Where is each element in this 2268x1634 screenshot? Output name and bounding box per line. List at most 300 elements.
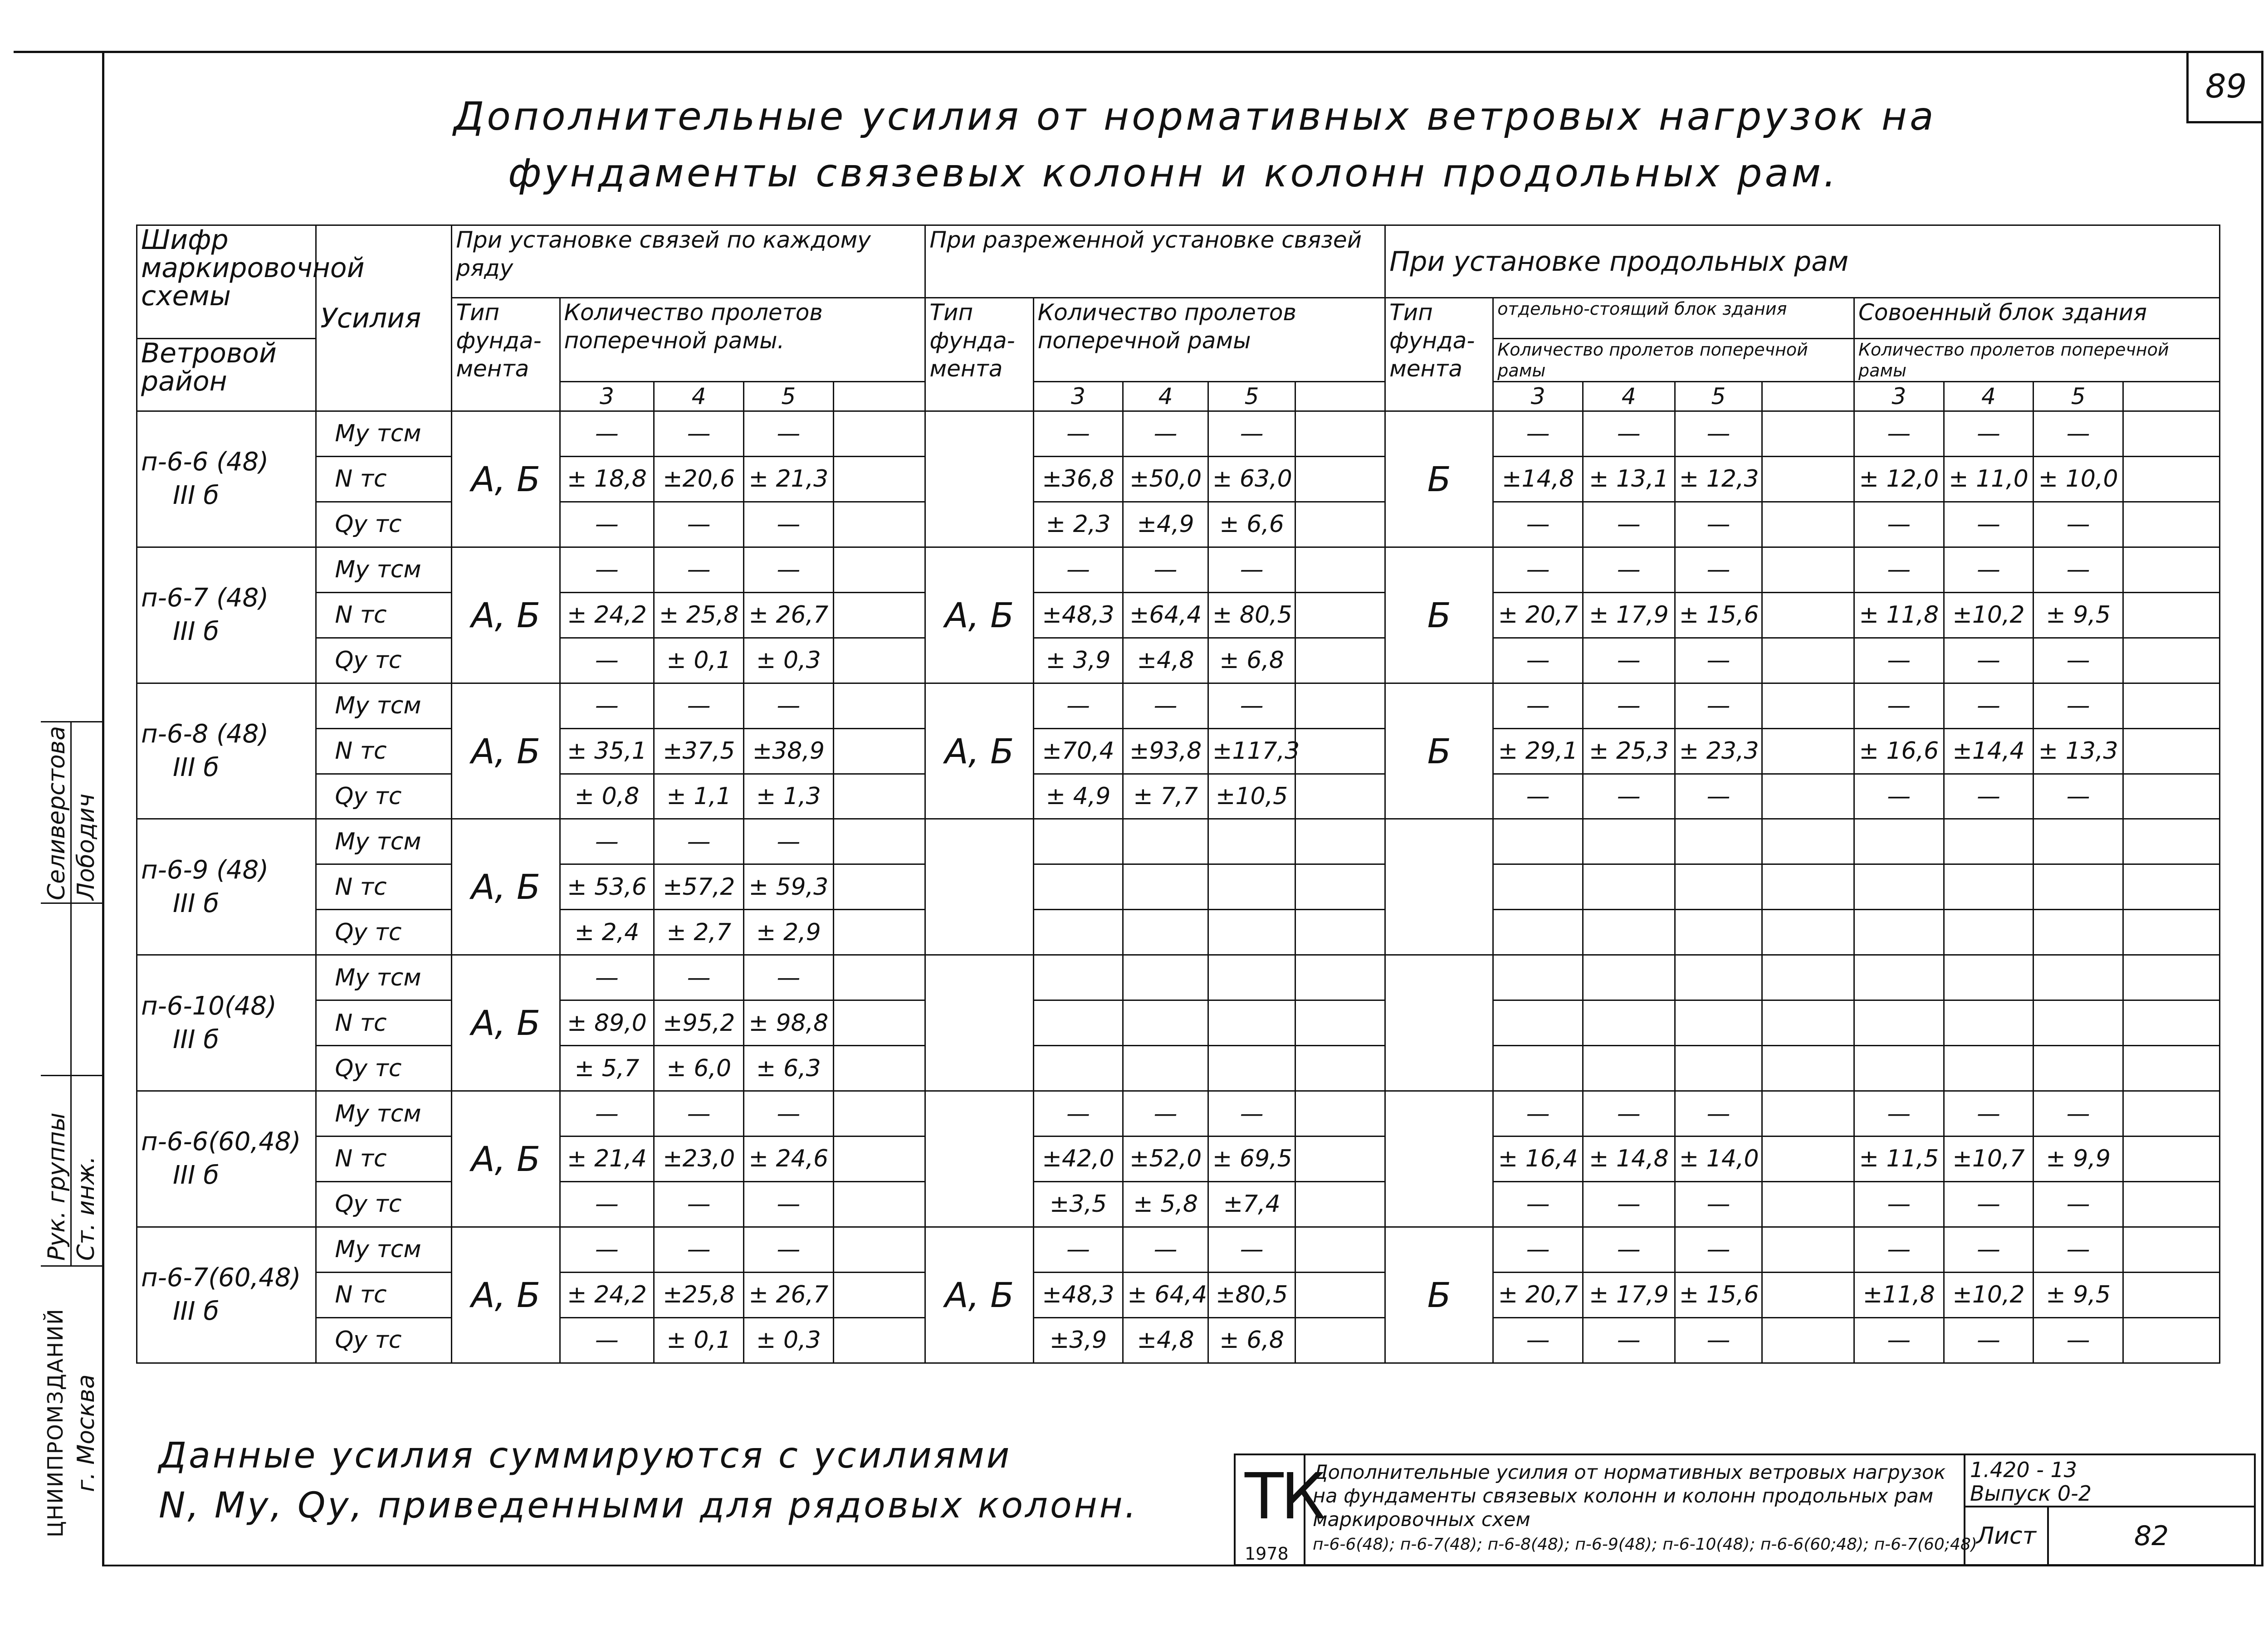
empty-cell (1762, 728, 1854, 774)
empty-cell (1762, 1317, 1854, 1363)
value-sparse: ± 80,5 (1208, 592, 1295, 638)
value-joined-block: — (2033, 1091, 2123, 1136)
empty-cell (833, 1317, 925, 1363)
value-standalone-block: ± 20,7 (1493, 592, 1583, 638)
header-wind-district: Ветровой район (137, 339, 316, 411)
scheme-code: п-6-10(48) (141, 991, 277, 1021)
empty-cell (2123, 910, 2219, 955)
force-label: N тс (316, 1000, 452, 1046)
force-label: N тс (316, 456, 452, 502)
empty-cell (833, 728, 925, 774)
force-label: Му тсм (316, 547, 452, 592)
value-each-row: ± 0,1 (654, 638, 744, 683)
value-sparse (1123, 955, 1208, 1000)
empty-cell (2123, 1181, 2219, 1227)
value-standalone-block: — (1493, 1091, 1583, 1136)
value-joined-block: ± 11,0 (1944, 456, 2033, 502)
table-row (137, 864, 2220, 910)
value-joined-block: — (1944, 1091, 2033, 1136)
value-sparse (1123, 1046, 1208, 1091)
value-standalone-block (1675, 819, 1762, 864)
table-row (137, 910, 2220, 955)
value-joined-block: — (1944, 774, 2033, 819)
value-sparse: ±4,8 (1123, 638, 1208, 683)
foundation-type-sparse (925, 1091, 1033, 1227)
value-joined-block: ±11,8 (1854, 1272, 1944, 1317)
empty-cell (1762, 1000, 1854, 1046)
col-5: 5 (743, 382, 833, 411)
table-row (137, 547, 2220, 592)
value-sparse (1208, 955, 1295, 1000)
empty-cell (833, 774, 925, 819)
value-sparse: ±36,8 (1033, 456, 1123, 502)
empty-cell (833, 411, 925, 457)
header-block-joined: Совоенный блок здания (1854, 298, 2219, 339)
empty-cell (833, 638, 925, 683)
col-4: 4 (654, 382, 744, 411)
value-each-row: ± 18,8 (560, 456, 654, 502)
wind-district: III б (173, 888, 219, 918)
value-each-row: ±38,9 (743, 728, 833, 774)
value-each-row: ± 1,1 (654, 774, 744, 819)
empty-cell (833, 456, 925, 502)
value-standalone-block (1675, 910, 1762, 955)
value-joined-block (1854, 910, 1944, 955)
value-each-row: ± 21,4 (560, 1136, 654, 1182)
page-title (454, 88, 1936, 202)
stamp-divider (41, 1265, 102, 1267)
value-standalone-block (1675, 864, 1762, 910)
value-standalone-block: ± 13,1 (1583, 456, 1675, 502)
value-joined-block: ± 11,8 (1854, 592, 1944, 638)
value-each-row: — (743, 1181, 833, 1227)
value-each-row: ±57,2 (654, 864, 744, 910)
value-standalone-block: ± 25,3 (1583, 728, 1675, 774)
frame-left-line (102, 51, 104, 1566)
value-standalone-block: ± 12,3 (1675, 456, 1762, 502)
value-each-row: ± 25,8 (654, 592, 744, 638)
value-standalone-block: — (1493, 1317, 1583, 1363)
empty-cell (2123, 1317, 2219, 1363)
value-sparse: — (1033, 683, 1123, 728)
value-each-row: — (560, 502, 654, 547)
table-row (137, 1227, 2220, 1272)
value-standalone-block: ± 20,7 (1493, 1272, 1583, 1317)
value-standalone-block: — (1675, 1227, 1762, 1272)
table-row (137, 1272, 2220, 1317)
foundation-type-sparse (925, 819, 1033, 955)
scheme-cell (137, 1227, 316, 1363)
stamp-name-2: Лободич (73, 793, 100, 900)
value-sparse: — (1123, 683, 1208, 728)
value-joined-block: ± 16,6 (1854, 728, 1944, 774)
empty-cell (1762, 774, 1854, 819)
value-joined-block: — (1944, 547, 2033, 592)
title-line-2: фундаменты связевых колонн и колонн продольных рам. (508, 151, 1839, 196)
foundation-type-frames (1385, 955, 1493, 1091)
value-sparse: ±50,0 (1123, 456, 1208, 502)
empty-cell (1295, 1136, 1385, 1182)
value-each-row: — (654, 955, 744, 1000)
empty-cell (2123, 592, 2219, 638)
header-spans-small-1: Количество пролетов поперечной рамы (1493, 339, 1854, 382)
col-3: 3 (1033, 382, 1123, 411)
value-each-row: — (654, 683, 744, 728)
value-each-row: ± 2,7 (654, 910, 744, 955)
header-ftype-2: Тип фунда- мента (925, 298, 1033, 411)
scheme-code: п-6-7(60,48) (141, 1263, 301, 1293)
value-joined-block: — (1944, 638, 2033, 683)
col-4: 4 (1944, 382, 2033, 411)
foundation-type-each-row: А, Б (452, 683, 560, 819)
empty-cell (1295, 683, 1385, 728)
value-sparse: ±4,8 (1123, 1317, 1208, 1363)
table-row (137, 638, 2220, 683)
value-each-row: — (560, 1227, 654, 1272)
value-standalone-block: — (1583, 502, 1675, 547)
value-standalone-block: ± 14,8 (1583, 1136, 1675, 1182)
value-sparse: ±4,9 (1123, 502, 1208, 547)
header-ftype-3: Тип фунда- мента (1385, 298, 1493, 411)
empty-cell (833, 864, 925, 910)
value-each-row: — (743, 547, 833, 592)
force-label: N тс (316, 1272, 452, 1317)
value-each-row: — (743, 819, 833, 864)
foundation-type-each-row: А, Б (452, 819, 560, 955)
value-standalone-block: — (1675, 411, 1762, 457)
stamp-city: г. Москва (73, 1374, 100, 1492)
foundation-type-frames (1385, 819, 1493, 955)
value-joined-block: — (1944, 1181, 2033, 1227)
title-block-right (1964, 1455, 2254, 1564)
value-standalone-block: — (1493, 774, 1583, 819)
value-joined-block (1944, 1046, 2033, 1091)
value-joined-block: — (1854, 774, 1944, 819)
value-standalone-block: ± 17,9 (1583, 1272, 1675, 1317)
value-standalone-block: ±14,8 (1493, 456, 1583, 502)
empty-cell (2123, 1227, 2219, 1272)
value-each-row: — (743, 1227, 833, 1272)
value-each-row: — (654, 547, 744, 592)
col-3: 3 (560, 382, 654, 411)
tk-logo (1236, 1455, 1323, 1564)
empty-cell (1295, 547, 1385, 592)
table-header (137, 225, 2220, 411)
empty-cell (1762, 502, 1854, 547)
empty-cell (1762, 819, 1854, 864)
value-sparse: — (1033, 1091, 1123, 1136)
empty-cell (1295, 1091, 1385, 1136)
empty-cell (1762, 1272, 1854, 1317)
value-standalone-block: — (1675, 774, 1762, 819)
value-joined-block: — (1944, 683, 2033, 728)
empty-cell (1295, 955, 1385, 1000)
value-joined-block: — (2033, 1227, 2123, 1272)
value-standalone-block: ± 16,4 (1493, 1136, 1583, 1182)
value-sparse: ± 6,8 (1208, 638, 1295, 683)
wind-district: III б (173, 1161, 219, 1190)
value-sparse: ± 69,5 (1208, 1136, 1295, 1182)
value-standalone-block: — (1675, 1317, 1762, 1363)
header-group-longitudinal-frames: При установке продольных рам (1385, 225, 2220, 298)
table-row (137, 1091, 2220, 1136)
value-standalone-block (1493, 955, 1583, 1000)
value-sparse (1033, 910, 1123, 955)
value-standalone-block (1675, 955, 1762, 1000)
value-sparse (1123, 1000, 1208, 1046)
value-standalone-block: ± 17,9 (1583, 592, 1675, 638)
foundation-type-each-row: А, Б (452, 955, 560, 1091)
value-each-row: ± 89,0 (560, 1000, 654, 1046)
empty-cell (1762, 864, 1854, 910)
empty-cell (1295, 1181, 1385, 1227)
value-standalone-block: — (1583, 411, 1675, 457)
value-joined-block: ±10,7 (1944, 1136, 2033, 1182)
table-body (137, 411, 2220, 1363)
value-sparse: ± 6,8 (1208, 1317, 1295, 1363)
value-each-row: — (560, 1091, 654, 1136)
col-5: 5 (1208, 382, 1295, 411)
value-each-row: — (560, 638, 654, 683)
empty-cell (833, 502, 925, 547)
value-each-row: — (654, 502, 744, 547)
sheet-label: Лист (1965, 1507, 2049, 1564)
empty-cell (833, 1136, 925, 1182)
value-sparse (1033, 955, 1123, 1000)
value-joined-block (1854, 1046, 1944, 1091)
header-group-sparse: При разреженной установке связей (925, 225, 1385, 298)
value-standalone-block: — (1583, 547, 1675, 592)
scheme-cell (137, 547, 316, 683)
force-label: Qу тс (316, 1046, 452, 1091)
empty-cell (833, 1091, 925, 1136)
footnote (159, 1431, 1138, 1531)
empty-cell (833, 547, 925, 592)
value-standalone-block (1675, 1000, 1762, 1046)
value-joined-block (2033, 819, 2123, 864)
value-each-row: ± 0,3 (743, 638, 833, 683)
series-number: 1.420 - 13 (1970, 1458, 2077, 1482)
value-standalone-block: — (1493, 638, 1583, 683)
col-empty (1762, 382, 1854, 411)
wind-district: III б (173, 753, 219, 783)
value-standalone-block: — (1675, 1181, 1762, 1227)
value-standalone-block: ± 15,6 (1675, 1272, 1762, 1317)
scheme-code: п-6-8 (48) (141, 719, 269, 749)
value-each-row: — (654, 1181, 744, 1227)
value-sparse: ±42,0 (1033, 1136, 1123, 1182)
force-label: Qу тс (316, 1181, 452, 1227)
value-each-row: ±23,0 (654, 1136, 744, 1182)
value-each-row: ± 1,3 (743, 774, 833, 819)
value-each-row: — (560, 1181, 654, 1227)
value-standalone-block: — (1493, 683, 1583, 728)
value-each-row: ± 0,3 (743, 1317, 833, 1363)
issue-number: Выпуск 0-2 (1970, 1481, 2092, 1506)
stamp-column-divider (70, 721, 72, 1265)
force-label: Qу тс (316, 502, 452, 547)
value-standalone-block (1583, 819, 1675, 864)
value-joined-block (1854, 864, 1944, 910)
value-joined-block: — (1854, 1091, 1944, 1136)
value-joined-block: ± 10,0 (2033, 456, 2123, 502)
value-each-row: ± 21,3 (743, 456, 833, 502)
stamp-name-1: Селиверстова (43, 726, 70, 900)
empty-cell (833, 1272, 925, 1317)
empty-cell (1295, 592, 1385, 638)
value-sparse: — (1208, 547, 1295, 592)
value-sparse (1033, 1000, 1123, 1046)
value-each-row: — (743, 955, 833, 1000)
value-joined-block: — (1854, 547, 1944, 592)
value-standalone-block: — (1583, 1317, 1675, 1363)
forces-table (136, 224, 2220, 1364)
empty-cell (2123, 819, 2219, 864)
value-sparse: ±7,4 (1208, 1181, 1295, 1227)
force-label: Му тсм (316, 1091, 452, 1136)
value-joined-block (1944, 910, 2033, 955)
value-joined-block: — (1944, 411, 2033, 457)
value-joined-block (2033, 955, 2123, 1000)
value-sparse: ± 63,0 (1208, 456, 1295, 502)
value-each-row: ± 59,3 (743, 864, 833, 910)
table-row (137, 1000, 2220, 1046)
value-sparse: ±3,9 (1033, 1317, 1123, 1363)
scheme-cell (137, 1091, 316, 1227)
table-row (137, 502, 2220, 547)
value-sparse: ±48,3 (1033, 1272, 1123, 1317)
value-standalone-block: — (1675, 683, 1762, 728)
frame-top-line (14, 51, 2263, 53)
value-sparse: — (1208, 683, 1295, 728)
force-label: N тс (316, 728, 452, 774)
header-ftype-1: Тип фунда- мента (452, 298, 560, 411)
col-5: 5 (1675, 382, 1762, 411)
value-each-row: ± 26,7 (743, 592, 833, 638)
value-each-row: — (654, 1227, 744, 1272)
value-sparse: ±70,4 (1033, 728, 1123, 774)
value-joined-block: ± 9,9 (2033, 1136, 2123, 1182)
value-joined-block: ±10,2 (1944, 1272, 2033, 1317)
value-each-row: ±20,6 (654, 456, 744, 502)
value-each-row: — (743, 683, 833, 728)
value-standalone-block (1493, 1000, 1583, 1046)
value-sparse: ± 64,4 (1123, 1272, 1208, 1317)
value-standalone-block (1493, 1046, 1583, 1091)
value-standalone-block: ± 23,3 (1675, 728, 1762, 774)
foundation-type-each-row: А, Б (452, 1227, 560, 1363)
empty-cell (2123, 683, 2219, 728)
value-joined-block: ± 9,5 (2033, 592, 2123, 638)
year: 1978 (1245, 1544, 1289, 1564)
empty-cell (1762, 547, 1854, 592)
value-standalone-block: — (1583, 638, 1675, 683)
empty-cell (1762, 592, 1854, 638)
scheme-cell (137, 955, 316, 1091)
table-row (137, 955, 2220, 1000)
value-joined-block: ± 11,5 (1854, 1136, 1944, 1182)
col-3: 3 (1493, 382, 1583, 411)
empty-cell (833, 1000, 925, 1046)
table-row (137, 819, 2220, 864)
value-joined-block: — (1854, 683, 1944, 728)
value-standalone-block (1583, 864, 1675, 910)
value-each-row: — (560, 955, 654, 1000)
empty-cell (1295, 411, 1385, 457)
value-sparse: ± 4,9 (1033, 774, 1123, 819)
force-label: Му тсм (316, 683, 452, 728)
value-standalone-block: — (1583, 683, 1675, 728)
value-each-row: ± 6,0 (654, 1046, 744, 1091)
value-sparse: ±52,0 (1123, 1136, 1208, 1182)
empty-cell (1295, 456, 1385, 502)
table-row (137, 1181, 2220, 1227)
value-joined-block (1944, 955, 2033, 1000)
col-empty (833, 382, 925, 411)
value-joined-block: — (2033, 683, 2123, 728)
header-spans-2: Количество пролетов поперечной рамы (1033, 298, 1385, 382)
value-each-row: ± 5,7 (560, 1046, 654, 1091)
force-label: N тс (316, 1136, 452, 1182)
approval-stamp (41, 721, 102, 1542)
value-joined-block: — (1944, 1227, 2033, 1272)
foundation-type-each-row: А, Б (452, 547, 560, 683)
empty-cell (833, 1227, 925, 1272)
value-joined-block (2033, 864, 2123, 910)
value-joined-block: ± 12,0 (1854, 456, 1944, 502)
header-group-each-row: При установке связей по каждому ряду (452, 225, 925, 298)
value-each-row: — (560, 1317, 654, 1363)
value-sparse: — (1123, 547, 1208, 592)
value-sparse: ±10,5 (1208, 774, 1295, 819)
value-each-row: — (743, 502, 833, 547)
footnote-line-2: N, Му, Qу, приведенными для рядовых колонн. (159, 1485, 1139, 1526)
empty-cell (2123, 864, 2219, 910)
value-joined-block: — (1854, 638, 1944, 683)
empty-cell (1762, 456, 1854, 502)
foundation-type-frames: Б (1385, 683, 1493, 819)
value-joined-block (1944, 1000, 2033, 1046)
empty-cell (1295, 638, 1385, 683)
empty-cell (2123, 728, 2219, 774)
value-joined-block: — (1854, 1317, 1944, 1363)
empty-cell (1295, 910, 1385, 955)
empty-cell (1762, 1181, 1854, 1227)
foundation-type-sparse (925, 955, 1033, 1091)
empty-cell (1295, 728, 1385, 774)
value-joined-block: — (1944, 1317, 2033, 1363)
value-joined-block: ± 13,3 (2033, 728, 2123, 774)
value-each-row: ± 24,2 (560, 592, 654, 638)
value-joined-block (2033, 1000, 2123, 1046)
empty-cell (2123, 456, 2219, 502)
header-block-standalone: отдельно-стоящий блок здания (1493, 298, 1854, 339)
sheet-description-text: Дополнительные усилия от нормативных ветровых нагрузок на фундаменты связевых колонн и колонн продольных рам маркировочных схем (1313, 1461, 1946, 1531)
value-each-row: ± 35,1 (560, 728, 654, 774)
value-joined-block (2033, 910, 2123, 955)
value-each-row: ± 26,7 (743, 1272, 833, 1317)
value-joined-block: — (2033, 638, 2123, 683)
value-sparse (1123, 864, 1208, 910)
value-sparse: — (1033, 547, 1123, 592)
header-spans-1: Количество пролетов поперечной рамы. (560, 298, 925, 382)
empty-cell (1295, 819, 1385, 864)
value-standalone-block (1675, 1046, 1762, 1091)
value-sparse: ± 5,8 (1123, 1181, 1208, 1227)
stamp-organization: ЦНИИПРОМЗДАНИЙ (43, 1308, 68, 1537)
value-standalone-block: ± 15,6 (1675, 592, 1762, 638)
value-sparse (1033, 1046, 1123, 1091)
